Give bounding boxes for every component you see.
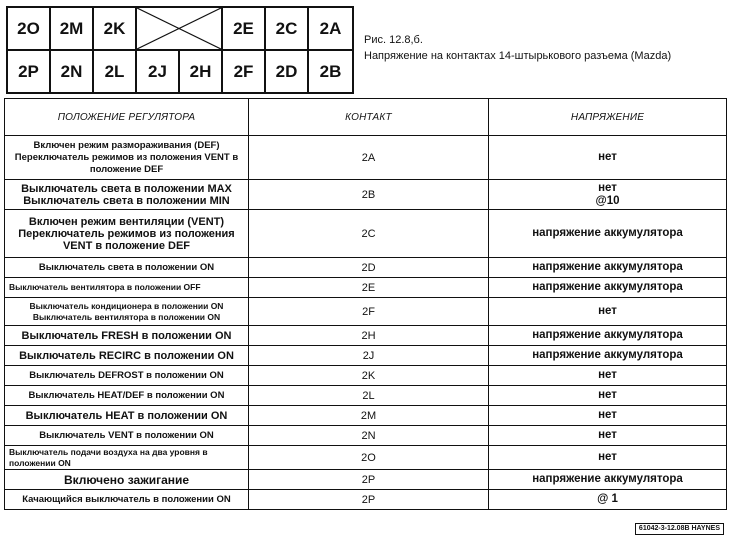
- cell-voltage: @ 1: [489, 490, 727, 510]
- cell-position: Выключатель RECIRC в положении ON: [5, 346, 249, 366]
- table-body: [5, 136, 727, 510]
- pin-2A: 2A: [308, 7, 353, 50]
- cell-contact: 2L: [249, 386, 489, 406]
- pin-2J: 2J: [136, 50, 179, 93]
- cell-voltage: нет: [489, 136, 727, 180]
- cell-voltage: напряжение аккумулятора: [489, 326, 727, 346]
- header-contact: КОНТАКТ: [249, 99, 489, 136]
- cell-position: Выключатель FRESH в положении ON: [5, 326, 249, 346]
- cell-voltage: нет: [489, 406, 727, 426]
- voltage-table: [4, 98, 727, 510]
- cell-contact: 2C: [249, 210, 489, 258]
- pin-2P: 2P: [7, 50, 50, 93]
- cell-voltage: нет @10: [489, 180, 727, 210]
- cell-contact: 2A: [249, 136, 489, 180]
- table-row: [5, 386, 727, 406]
- cell-voltage: нет: [489, 298, 727, 326]
- connector-diagram: [6, 6, 354, 94]
- cell-voltage: напряжение аккумулятора: [489, 278, 727, 298]
- cell-contact: 2F: [249, 298, 489, 326]
- table-header-row: [5, 99, 727, 136]
- cell-position: Выключатель VENT в положении ON: [5, 426, 249, 446]
- pin-2M: 2M: [50, 7, 93, 50]
- cell-contact: 2D: [249, 258, 489, 278]
- table-row: [5, 258, 727, 278]
- cell-voltage: напряжение аккумулятора: [489, 258, 727, 278]
- cell-contact: 2P: [249, 470, 489, 490]
- table-row: [5, 180, 727, 210]
- table-row: [5, 326, 727, 346]
- table-row: [5, 136, 727, 180]
- table-row: [5, 406, 727, 426]
- cell-position: Выключатель HEAT/DEF в положении ON: [5, 386, 249, 406]
- table-row: [5, 366, 727, 386]
- header-position: ПОЛОЖЕНИЕ РЕГУЛЯТОРА: [5, 99, 249, 136]
- cross-mark-icon: [137, 8, 221, 49]
- table-row: [5, 298, 727, 326]
- cell-position: Включен режим вентиляции (VENT) Переключатель режимов из положения VENT в положение DEF: [5, 210, 249, 258]
- pin-2L: 2L: [93, 50, 136, 93]
- cell-contact: 2B: [249, 180, 489, 210]
- pin-2K: 2K: [93, 7, 136, 50]
- cell-voltage: нет: [489, 446, 727, 470]
- cell-contact: 2E: [249, 278, 489, 298]
- cell-position: Выключатель подачи воздуха на два уровня в положении ON: [5, 446, 249, 470]
- cell-voltage: нет: [489, 426, 727, 446]
- table-row: [5, 426, 727, 446]
- cell-contact: 2P: [249, 490, 489, 510]
- cell-position: Выключатель HEAT в положении ON: [5, 406, 249, 426]
- cell-position: Выключатель вентилятора в положении OFF: [5, 278, 249, 298]
- cell-voltage: напряжение аккумулятора: [489, 470, 727, 490]
- cell-voltage: напряжение аккумулятора: [489, 210, 727, 258]
- table-row: [5, 470, 727, 490]
- cell-position: Выключатель кондиционера в положении ON Выключатель вентилятора в положении ON: [5, 298, 249, 326]
- table-row: [5, 346, 727, 366]
- table-row: [5, 210, 727, 258]
- pin-2E: 2E: [222, 7, 265, 50]
- cell-position: Выключатель света в положении MAX Выключатель света в положении MIN: [5, 180, 249, 210]
- cell-contact: 2J: [249, 346, 489, 366]
- table-row: [5, 278, 727, 298]
- cell-contact: 2K: [249, 366, 489, 386]
- cell-contact: 2O: [249, 446, 489, 470]
- cell-position: Включено зажигание: [5, 470, 249, 490]
- pin-2D: 2D: [265, 50, 308, 93]
- blank-pin-cross: [136, 7, 222, 50]
- cell-position: Качающийся выключатель в положении ON: [5, 490, 249, 510]
- footer-code: 61042-3-12.08B HAYNES: [635, 523, 724, 535]
- table-row: [5, 446, 727, 470]
- pin-2N: 2N: [50, 50, 93, 93]
- caption-description: Напряжение на контактах 14-штырькового разъема (Mazda): [364, 50, 672, 62]
- caption-figure-number: Рис. 12.8,б.: [364, 34, 423, 46]
- cell-voltage: напряжение аккумулятора: [489, 346, 727, 366]
- pin-2O: 2O: [7, 7, 50, 50]
- pin-2F: 2F: [222, 50, 265, 93]
- cell-voltage: нет: [489, 386, 727, 406]
- cell-position: Выключатель DEFROST в положении ON: [5, 366, 249, 386]
- figure-caption: [364, 32, 671, 64]
- pin-2H: 2H: [179, 50, 222, 93]
- cell-position: Выключатель света в положении ON: [5, 258, 249, 278]
- pin-2B: 2B: [308, 50, 353, 93]
- connector-top-row: [7, 7, 353, 50]
- table-row: [5, 490, 727, 510]
- connector-bottom-row: [7, 50, 353, 93]
- cell-contact: 2N: [249, 426, 489, 446]
- cell-contact: 2H: [249, 326, 489, 346]
- pin-2C: 2C: [265, 7, 308, 50]
- header-voltage: НАПРЯЖЕНИЕ: [489, 99, 727, 136]
- cell-position: Включен режим размораживания (DEF) Переключатель режимов из положения VENT в положение DEF: [5, 136, 249, 180]
- cell-voltage: нет: [489, 366, 727, 386]
- cell-contact: 2M: [249, 406, 489, 426]
